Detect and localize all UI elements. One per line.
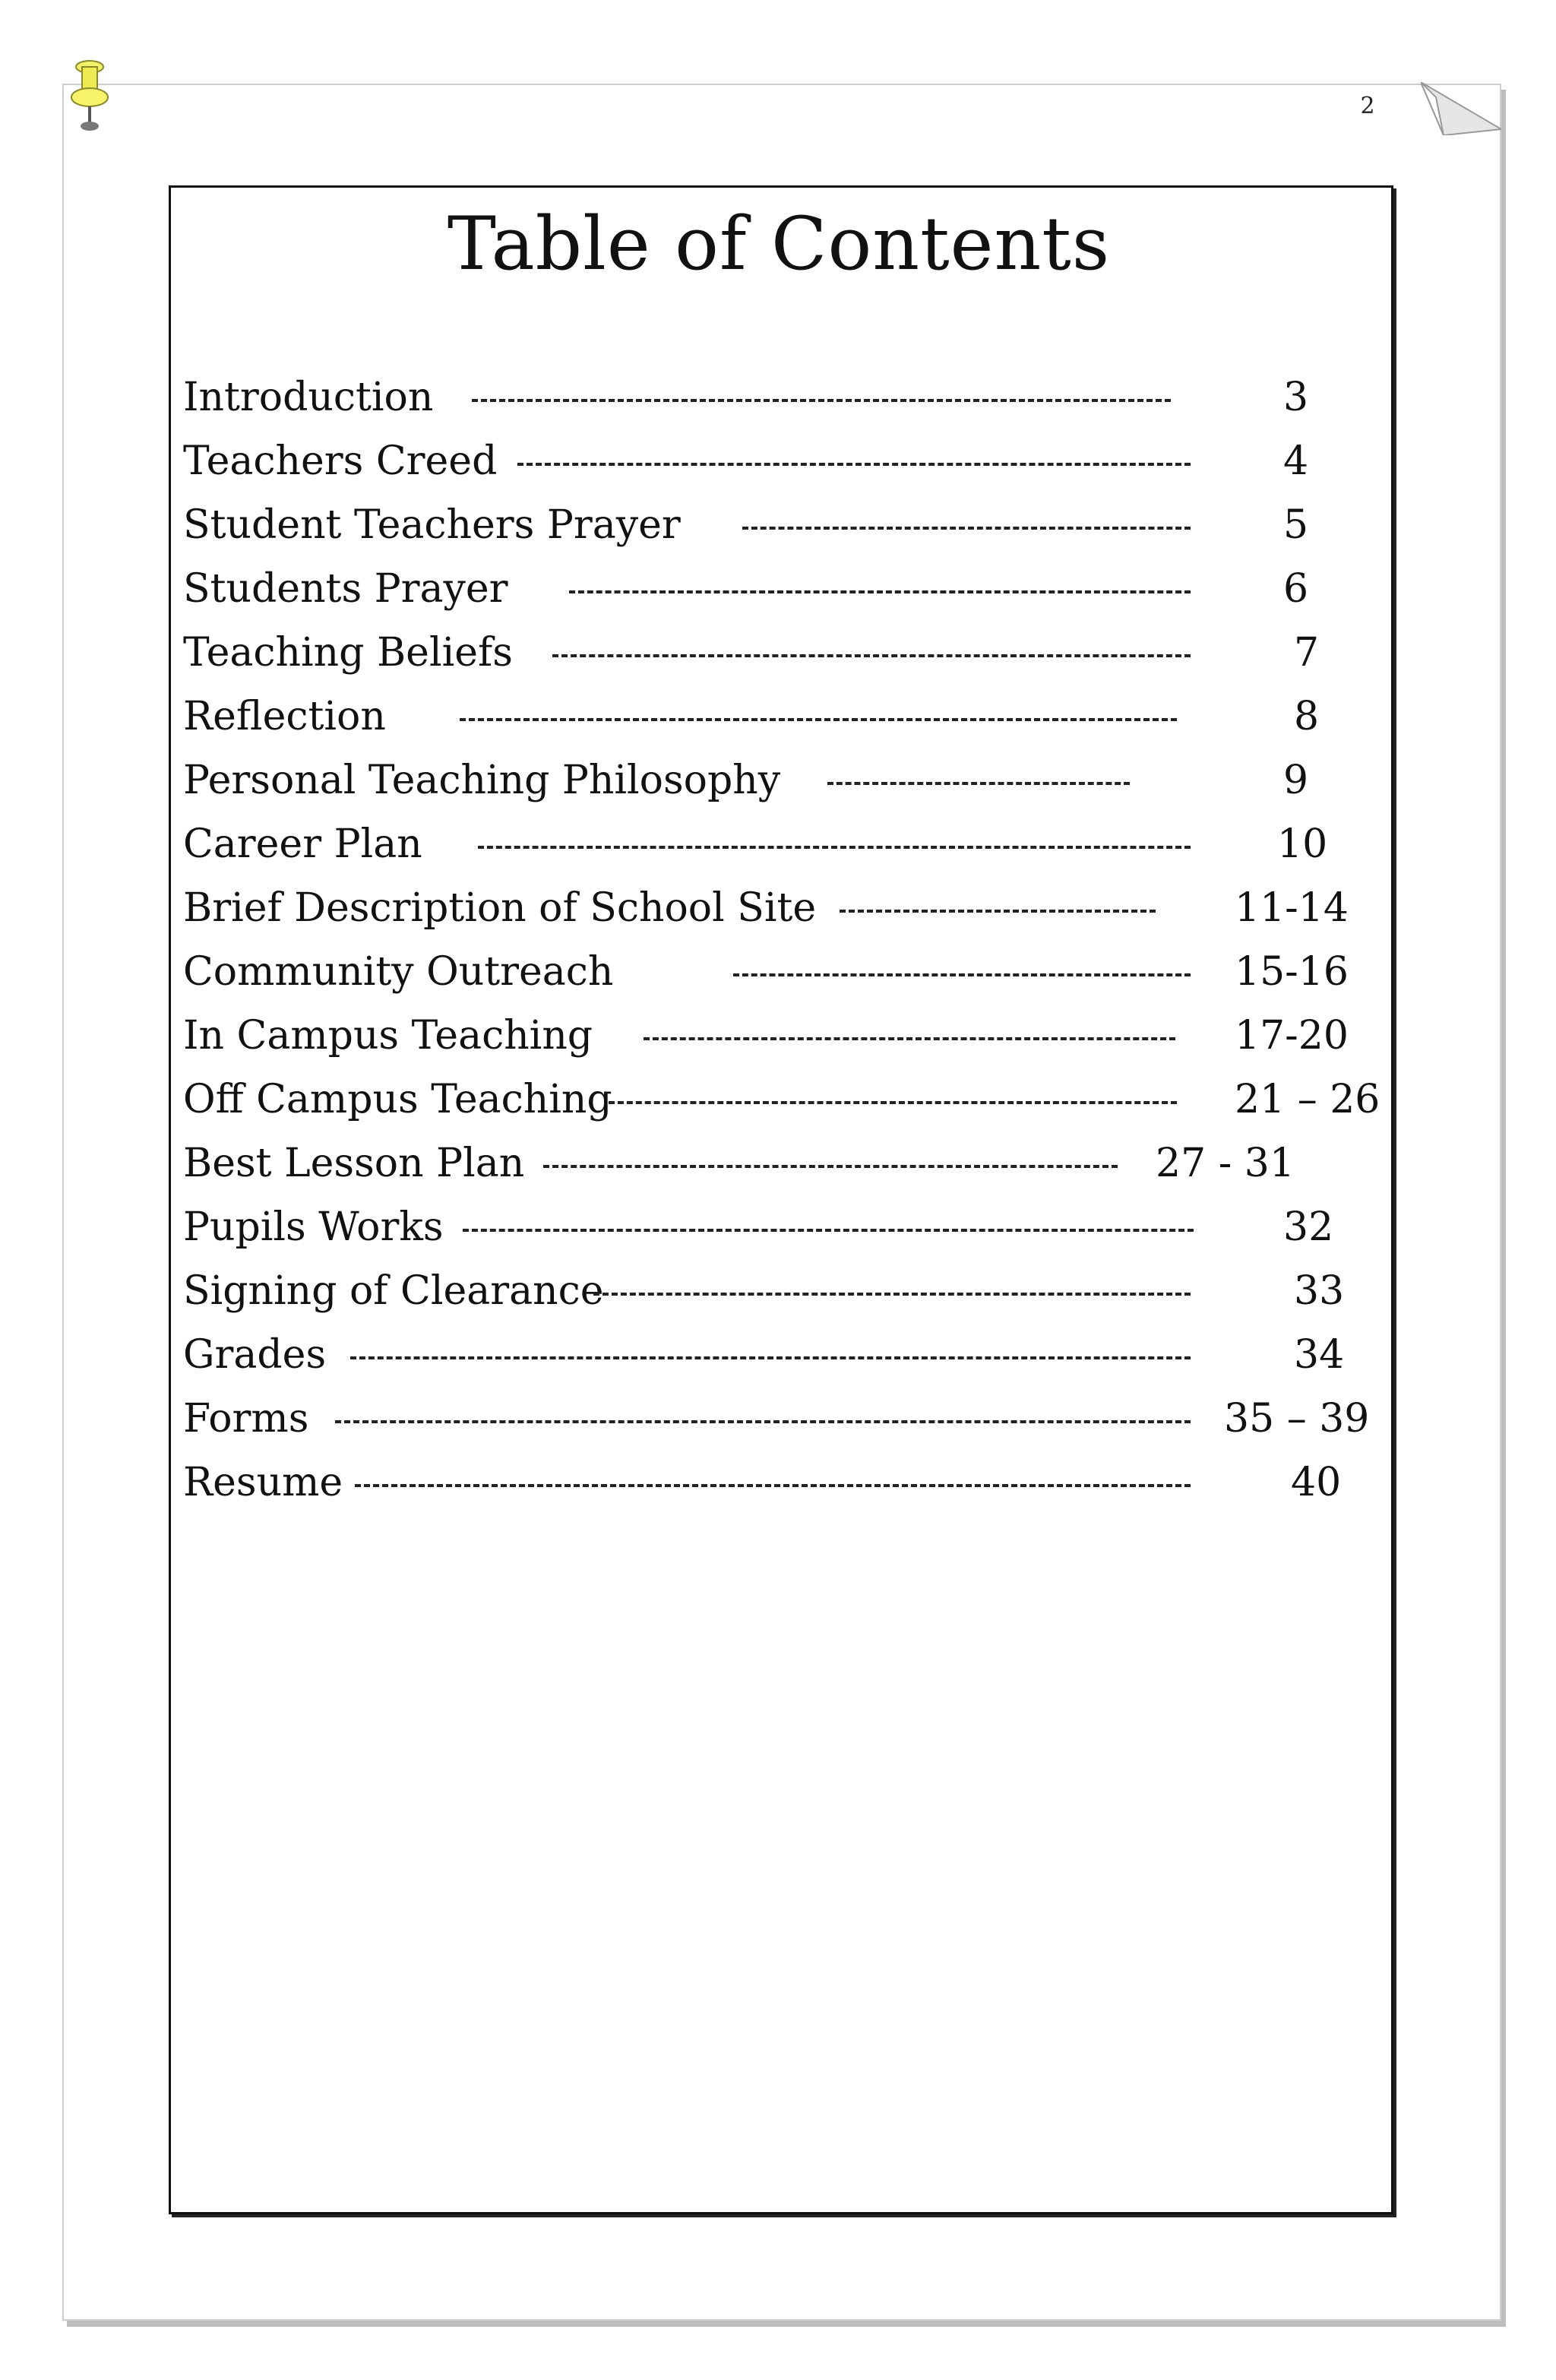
toc-row	[183, 686, 1391, 750]
toc-entry-label: Best Lesson Plan	[183, 1141, 525, 1186]
toc-entry-label: Reflection	[183, 694, 386, 739]
toc-row	[183, 622, 1391, 686]
toc-leader	[593, 1293, 1191, 1296]
toc-row	[183, 559, 1391, 622]
toc-entry-label: Student Teachers Prayer	[183, 502, 681, 548]
toc-leader	[463, 1229, 1194, 1232]
toc-entry-label: In Campus Teaching	[183, 1013, 593, 1059]
toc-leader	[552, 654, 1191, 657]
toc-entry-label: Forms	[183, 1396, 309, 1442]
toc-entry-page: 40	[1291, 1460, 1342, 1505]
toc-entry-page: 8	[1294, 694, 1320, 739]
toc-entry-label: Community Outreach	[183, 949, 614, 995]
toc-entry-page: 27 - 31	[1156, 1141, 1295, 1186]
toc-entry-page: 7	[1294, 630, 1320, 676]
page-title: Table of Contents	[447, 201, 1111, 286]
toc-entry-label: Teachers Creed	[183, 438, 498, 484]
table-of-contents-frame	[169, 185, 1393, 2214]
toc-leader	[742, 527, 1191, 530]
toc-leader	[355, 1484, 1191, 1487]
toc-leader	[517, 463, 1191, 466]
toc-entry-label: Teaching Beliefs	[183, 630, 513, 676]
toc-entry-label: Grades	[183, 1332, 327, 1378]
toc-row	[183, 1261, 1391, 1325]
page-curl-corner	[1421, 82, 1501, 135]
toc-leader	[335, 1420, 1191, 1423]
toc-leader	[827, 782, 1130, 785]
toc-entry-page: 6	[1283, 566, 1309, 612]
toc-row	[183, 1133, 1391, 1197]
toc-entry-label: Career Plan	[183, 821, 422, 867]
toc-row	[183, 814, 1391, 878]
toc-entry-label: Students Prayer	[183, 566, 508, 612]
toc-entry-page: 11-14	[1235, 885, 1349, 931]
toc-entry-page: 32	[1283, 1204, 1334, 1250]
toc-row	[183, 1197, 1391, 1261]
toc-leader	[733, 973, 1191, 976]
toc-leader	[460, 718, 1177, 721]
toc-leader	[472, 399, 1171, 402]
toc-entry-page: 4	[1283, 438, 1309, 484]
page-number: 2	[1360, 93, 1375, 119]
toc-leader	[644, 1037, 1175, 1040]
toc-entry-label: Resume	[183, 1460, 343, 1505]
toc-row	[183, 431, 1391, 495]
toc-row	[183, 1452, 1391, 1516]
toc-entry-label: Introduction	[183, 375, 434, 420]
toc-entry-label: Off Campus Teaching	[183, 1077, 612, 1122]
toc-entry-label: Personal Teaching Philosophy	[183, 758, 781, 803]
toc-leader	[569, 590, 1191, 593]
toc-leader	[350, 1356, 1191, 1359]
toc-entry-page: 10	[1277, 821, 1328, 867]
toc-entry-page: 5	[1283, 502, 1309, 548]
toc-entry-label: Signing of Clearance	[183, 1268, 604, 1314]
toc-row	[183, 367, 1391, 431]
toc-leader	[543, 1165, 1118, 1168]
toc-leader	[609, 1101, 1177, 1104]
toc-row	[183, 1069, 1391, 1133]
toc-entry-label: Brief Description of School Site	[183, 885, 817, 931]
toc-row	[183, 1325, 1391, 1388]
toc-entry-page: 15-16	[1235, 949, 1349, 995]
toc-entry-page: 21 – 26	[1235, 1077, 1380, 1122]
toc-entry-label: Pupils Works	[183, 1204, 444, 1250]
toc-entry-page: 33	[1294, 1268, 1345, 1314]
push-pin-icon	[67, 59, 112, 135]
toc-entry-page: 35 – 39	[1224, 1396, 1370, 1442]
toc-entry-page: 3	[1283, 375, 1309, 420]
toc-row	[183, 1005, 1391, 1069]
toc-row	[183, 495, 1391, 559]
toc-row	[183, 1388, 1391, 1452]
toc-leader	[478, 846, 1191, 849]
toc-row	[183, 942, 1391, 1005]
toc-row	[183, 750, 1391, 814]
toc-entry-page: 34	[1294, 1332, 1345, 1378]
toc-entry-page: 9	[1283, 758, 1309, 803]
toc-leader	[840, 910, 1156, 913]
toc-entry-page: 17-20	[1235, 1013, 1349, 1059]
toc-row	[183, 878, 1391, 942]
